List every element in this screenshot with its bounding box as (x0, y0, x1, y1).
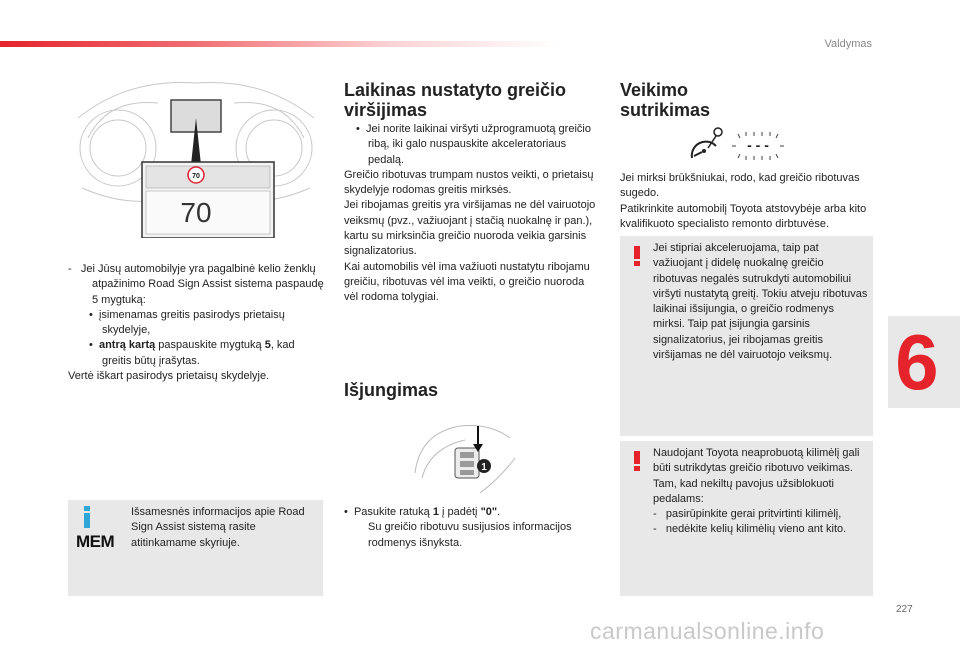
warning-1-text: Jei stipriai akceleruojama, taip pat važiuojant į didelę nuokalnę greičio ribotuvas negalės sutrukdyti automobiliui viršyti nustatytą greitį. Tokiu atveju ribotuvas laikinai išsijungia, o greičio rodmenys mirksi. Taip pat įsijungia garsinis signalizatorius, jei ribojamas greitis viršijamas ne dėl vairuotojo veiksmų. (653, 242, 868, 362)
dashes-display: - - - (747, 137, 769, 153)
info-box-text: Išsamesnės informacijos apie Road Sign Assist sistemą rasite atitinkamame skyriuje. (131, 506, 305, 549)
col3-text (620, 171, 876, 232)
col2-para-2: Jei ribojamas greitis yra viršijamas ne dėl vairuotojo veiksmų (pvz., važiuojant į stačią nuokalnę ir pan.), kartu su mirksinčia greičio nuoroda veikia garsinis signalizatorius. (344, 199, 596, 258)
col2-para-3: Kai automobilis vėl ima važiuoti nustatytu ribojamu greičiu, ribotuvas vėl ima veikti, o greičio nuoroda vėl rodoma tolygiai. (344, 260, 590, 304)
col2-bullet: • Jei norite laikinai viršyti užprogramuotą greičio ribą, iki galo nuspauskite akceleratoriaus pedalą. (356, 123, 591, 166)
col2-off-result: Su greičio ribotuvu susijusios informacijos rodmenys išnyksta. (368, 521, 572, 549)
col1-result: Vertė iškart pasirodys prietaisų skydelyje. (68, 370, 270, 383)
bold-text: antrą kartą (98, 339, 156, 352)
col1-step: - Jei Jūsų automobilyje yra pagalbinė kelio ženklų atpažinimo Road Sign Assist sistema paspaudę 5 mygtuką: (68, 263, 324, 306)
col2-para-1: Greičio ribotuvas trumpam nustos veikti, o prietaisų skydelyje rodomas greitis mirksės. (344, 168, 594, 197)
warning-2-item: - pasirūpinkite gerai pritvirtinti kilimėlį, (653, 508, 842, 521)
bold-text: "0" (480, 506, 498, 518)
header-accent-bar (0, 41, 560, 47)
speed-limiter-fault-icon (686, 126, 796, 166)
speed-sign-value: 70 (192, 173, 200, 180)
section-heading-fault: Veikimo sutrikimas (620, 80, 711, 120)
chapter-number: 6 (895, 318, 939, 406)
section-heading-off: Išjungimas (344, 380, 439, 400)
warning-2-item: - nedėkite kelių kilimėlių vieno ant kito. (653, 523, 847, 536)
col3-para-1: Jei mirksi brūkšniukai, rodo, kad greičio ribotuvas sugedo. (620, 172, 860, 200)
bold-text: 5 (264, 339, 271, 352)
watermark: carmanualsonline.info (590, 618, 825, 644)
figure-badge: 1 (481, 462, 487, 473)
col3-para-2: Patikrinkite automobilį Toyota atstovybėje arba kito kvalifikuoto specialisto remonto dirbtuvėse. (620, 202, 867, 230)
col1-text (68, 262, 324, 384)
col2-off-bullet: • Pasukite ratuką 1 į padėtį "0". (344, 506, 501, 518)
page-number: 227 (896, 604, 913, 615)
mem-icon-label: MEM (76, 532, 115, 551)
steering-control-illustration (410, 418, 520, 498)
col1-bullet-1: • įsimenamas greitis pasirodys prietaisų skydelyje, (89, 308, 285, 337)
speed-display-value: 70 (180, 197, 212, 228)
warning-2-para: Tam, kad nekiltų pavojus užsiblokuoti pedalams: (653, 477, 834, 505)
section-title: Valdymas (824, 38, 872, 50)
section-heading-override: Laikinas nustatyto greičio viršijimas (344, 80, 567, 120)
col2-text (344, 122, 596, 306)
warning-exclamation-icon (630, 451, 644, 471)
warning-2-text (653, 446, 868, 538)
info-icon (80, 506, 94, 528)
instrument-cluster-illustration (68, 78, 324, 238)
bold-text: 1 (432, 506, 439, 518)
col1-bullet-2: • antrą kartą paspauskite mygtuką 5, kad greitis būtų įrašytas. (89, 339, 295, 367)
col2-off-text (344, 505, 596, 551)
warning-exclamation-icon (630, 246, 644, 266)
warning-2-intro: Naudojant Toyota neaprobuotą kilimėlį gali būti sutrikdytas greičio ribotuvo veikimas. (653, 447, 860, 475)
